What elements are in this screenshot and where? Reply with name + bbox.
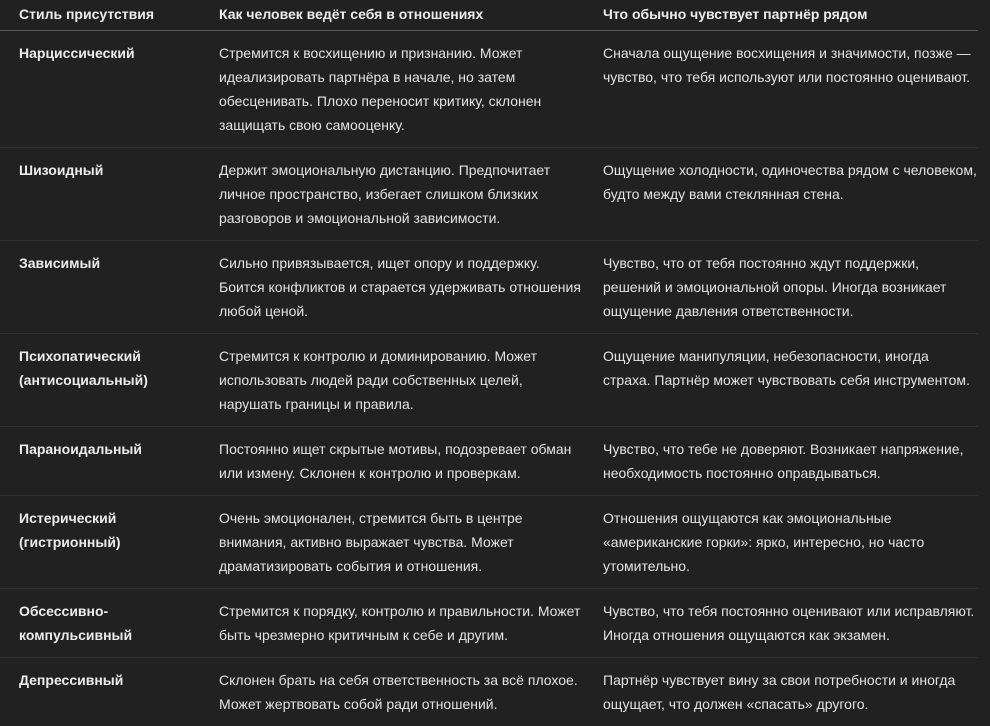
partner-feeling-cell bbox=[584, 241, 978, 334]
header-behavior: Как человек ведёт себя в отношениях bbox=[200, 0, 584, 31]
style-cell bbox=[0, 148, 200, 241]
style-name: Обсессивно-компульсивный bbox=[19, 589, 200, 657]
behavior-cell bbox=[200, 31, 584, 148]
style-cell bbox=[0, 496, 200, 589]
table-row bbox=[0, 658, 978, 726]
partner-feeling-text: Партнёр чувствует вину за свои потребности и иногда ощущает, что должен «спасать» другого. bbox=[603, 658, 978, 726]
header-row bbox=[0, 0, 978, 31]
behavior-text: Сильно привязывается, ищет опору и поддержку. Боится конфликтов и старается удерживать отношения любой ценой. bbox=[219, 241, 584, 333]
table-row bbox=[0, 334, 978, 427]
style-name: Зависимый bbox=[19, 241, 200, 285]
table-row bbox=[0, 148, 978, 241]
style-name: Психопатический (антисоциальный) bbox=[19, 334, 200, 402]
style-cell bbox=[0, 658, 200, 726]
behavior-text: Очень эмоционален, стремится быть в центре внимания, активно выражает чувства. Может драматизировать события и отношения. bbox=[219, 496, 584, 588]
style-name: Шизоидный bbox=[19, 148, 200, 192]
partner-feeling-text: Сначала ощущение восхищения и значимости, позже — чувство, что тебя используют или постоянно оценивают. bbox=[603, 31, 978, 99]
behavior-cell bbox=[200, 241, 584, 334]
behavior-text: Стремится к восхищению и признанию. Может идеализировать партнёра в начале, но затем обесценивать. Плохо переносит критику, склонен защищать свою самооценку. bbox=[219, 31, 584, 147]
style-cell bbox=[0, 427, 200, 496]
partner-feeling-cell bbox=[584, 589, 978, 658]
partner-feeling-cell bbox=[584, 31, 978, 148]
behavior-cell bbox=[200, 148, 584, 241]
style-name: Депрессивный bbox=[19, 658, 200, 702]
partner-feeling-text: Чувство, что от тебя постоянно ждут поддержки, решений и эмоциональной опоры. Иногда возникает ощущение давления ответственности. bbox=[603, 241, 978, 333]
behavior-text: Стремится к порядку, контролю и правильности. Может быть чрезмерно критичным к себе и другим. bbox=[219, 589, 584, 657]
partner-feeling-cell bbox=[584, 496, 978, 589]
partner-feeling-cell bbox=[584, 148, 978, 241]
behavior-text: Стремится к контролю и доминированию. Может использовать людей ради собственных целей, нарушать границы и правила. bbox=[219, 334, 584, 426]
partner-feeling-text: Отношения ощущаются как эмоциональные «американские горки»: ярко, интересно, но часто утомительно. bbox=[603, 496, 978, 588]
header-style: Стиль присутствия bbox=[0, 0, 200, 31]
table-row bbox=[0, 496, 978, 589]
table-row bbox=[0, 241, 978, 334]
partner-feeling-text: Чувство, что тебе не доверяют. Возникает напряжение, необходимость постоянно оправдываться. bbox=[603, 427, 978, 495]
behavior-text: Держит эмоциональную дистанцию. Предпочитает личное пространство, избегает слишком близких разговоров и эмоциональной зависимости. bbox=[219, 148, 584, 240]
table-row bbox=[0, 427, 978, 496]
behavior-text: Постоянно ищет скрытые мотивы, подозревает обман или измену. Склонен к контролю и проверкам. bbox=[219, 427, 584, 495]
partner-feeling-text: Чувство, что тебя постоянно оценивают или исправляют. Иногда отношения ощущаются как экзамен. bbox=[603, 589, 978, 657]
behavior-text: Склонен брать на себя ответственность за всё плохое. Может жертвовать собой ради отношений. bbox=[219, 658, 584, 726]
style-name: Нарциссический bbox=[19, 31, 200, 75]
partner-feeling-text: Ощущение холодности, одиночества рядом с человеком, будто между вами стеклянная стена. bbox=[603, 148, 978, 216]
partner-feeling-cell bbox=[584, 334, 978, 427]
table-row bbox=[0, 589, 978, 658]
style-cell bbox=[0, 589, 200, 658]
partner-feeling-cell bbox=[584, 658, 978, 726]
behavior-cell bbox=[200, 334, 584, 427]
header-partner-feeling: Что обычно чувствует партнёр рядом bbox=[584, 0, 978, 31]
table-body bbox=[0, 31, 978, 726]
behavior-cell bbox=[200, 589, 584, 658]
style-cell bbox=[0, 241, 200, 334]
style-name: Параноидальный bbox=[19, 427, 200, 471]
partner-feeling-text: Ощущение манипуляции, небезопасности, иногда страха. Партнёр может чувствовать себя инструментом. bbox=[603, 334, 978, 402]
style-cell bbox=[0, 334, 200, 427]
style-cell bbox=[0, 31, 200, 148]
table-row bbox=[0, 31, 978, 148]
partner-feeling-cell bbox=[584, 427, 978, 496]
table-header bbox=[0, 0, 978, 31]
behavior-cell bbox=[200, 496, 584, 589]
behavior-cell bbox=[200, 658, 584, 726]
style-name: Истерический (гистрионный) bbox=[19, 496, 200, 564]
behavior-cell bbox=[200, 427, 584, 496]
